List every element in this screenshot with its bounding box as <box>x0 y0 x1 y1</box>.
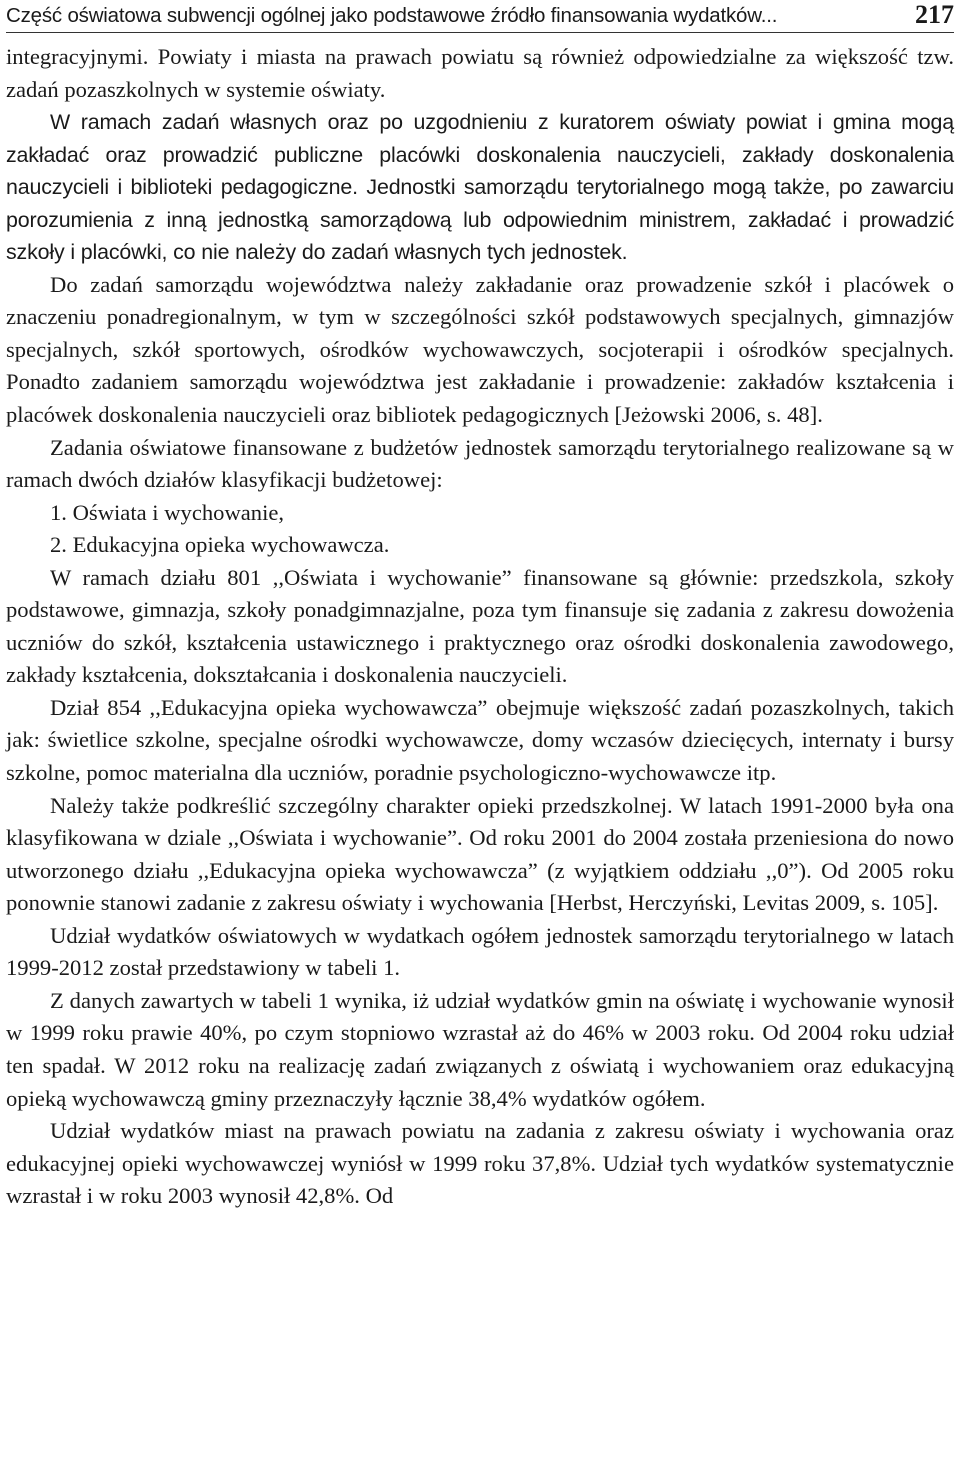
paragraph-text: integracyjnymi. Powiaty i miasta na prawach powiatu są również odpowiedzialne za większość tzw. zadań pozaszkolnych w systemie oświaty. <box>6 44 954 102</box>
paragraph-text: Z danych zawartych w tabeli 1 wynika, iż udział wydatków gmin na oświatę i wychowanie wynosił w 1999 roku prawie 40%, po czym stopniowo wzrastał aż do 46% w 2003 roku. Od 2004 roku udział ten spadał. W 2012 roku na realizację zadań związanych z oświatą i wychowaniem oraz edukacyjną opieką wychowawczą gminy przeznaczyły łącznie 38,4% wydatków ogółem. <box>6 987 954 1111</box>
paragraph-school-tasks <box>6 106 954 269</box>
paragraph-text: W ramach zadań własnych oraz po uzgodnieniu z kuratorem oświaty powiat i gmina mogą zakładać oraz prowadzić publiczne placówki doskonalenia nauczycieli, zakłady doskonalenia nauczycieli i biblioteki pedagogiczne. Jednostki samorządu terytorialnego mogą także, po zawarciu porozumienia z inną jednostką samorządową lub odpowiednim ministrem, zakładać i prowadzić szkoły i placówki, co nie należy do zadań własnych tych jednostek. <box>6 110 954 265</box>
paragraph-text: W ramach działu 801 ,,Oświata i wychowanie” finansowane są głównie: przedszkola, szkoły podstawowe, gimnazja, szkoły ponadgimnazjalne, poza tym finansuje się zadania z zakresu dowożenia uczniów do szkół, kształcenia ustawicznego i praktycznego oraz ośrodki doskonalenia zawodowego, zakłady kształcenia, dokształcania i doskonalenia nauczycieli. <box>6 564 954 688</box>
paragraph-voivodeship-tasks <box>6 269 954 432</box>
paragraph-text: Zadania oświatowe finansowane z budżetów jednostek samorządu terytorialnego realizowane są w ramach dwóch działów klasyfikacji budżetowej: <box>6 434 954 493</box>
paragraph-text: Udział wydatków miast na prawach powiatu na zadania z zakresu oświaty i wychowania oraz edukacyjnej opieki wychowawczej wyniósł w 1999 roku 37,8%. Udział tych wydatków systematycznie wzrastał i w roku 2003 wynosił 42,8%. Od <box>6 1118 954 1209</box>
paragraph-city-share <box>6 1115 954 1213</box>
page-number: 217 <box>915 0 954 29</box>
paragraph-budget-divisions <box>6 432 954 497</box>
running-title: Część oświatowa subwencji ogólnej jako podstawowe źródło finansowania wydatków... <box>6 4 778 27</box>
paragraph-text: Udział wydatków oświatowych w wydatkach ogółem jednostek samorządu terytorialnego w latach 1999-2012 został przedstawiony w tabeli 1. <box>6 922 954 981</box>
paragraph-text: Do zadań samorządu województwa należy zakładanie oraz prowadzenie szkół i placówek o znaczeniu ponadregionalnym, w tym w szczególności szkół podstawowych specjalnych, gimnazjów specjalnych, szkół sportowych, ośrodków wychowawczych, socjoterapii i ośrodków specjalnych. Ponadto zadaniem samorządu województwa jest zakładanie i prowadzenie: zakładów kształcenia i placówek doskonalenia nauczycieli oraz bibliotek pedagogicznych [Jeżowski 2006, s. 48]. <box>6 271 954 428</box>
list-item: 1. Oświata i wychowanie, <box>50 499 285 525</box>
document-page <box>6 0 954 1209</box>
paragraph-table-reference <box>6 920 954 985</box>
paragraph-municipality-share <box>6 985 954 1115</box>
running-header <box>6 0 954 33</box>
paragraph-preschool <box>6 790 954 920</box>
paragraph-division-854 <box>6 692 954 790</box>
paragraph-continuation <box>6 41 954 106</box>
body-text <box>6 41 954 1213</box>
paragraph-text: Dział 854 ,,Edukacyjna opieka wychowawcza” obejmuje większość zadań pozaszkolnych, takich jak: świetlice szkolne, specjalne ośrodki wychowawcze, domy wczasów dziecięcych, internaty i bursy szkolne, pomoc materialna dla uczniów, poradnie psychologiczno-wychowawcze itp. <box>6 694 954 786</box>
paragraph-division-801 <box>6 562 954 692</box>
list-item: 2. Edukacyjna opieka wychowawcza. <box>50 532 390 558</box>
paragraph-text: Należy także podkreślić szczególny charakter opieki przedszkolnej. W latach 1991-2000 była ona klasyfikowana w dziale ,,Oświata i wychowanie”. Od roku 2001 do 2004 została przeniesiona do nowo utworzonego działu ,,Edukacyjna opieka wychowawcza” (z wyjątkiem oddziału ,,0”). Od 2005 roku ponownie stanowi zadanie z zakresu oświaty i wychowania [Herbst, Herczyński, Levitas 2009, s. 105]. <box>6 792 954 916</box>
